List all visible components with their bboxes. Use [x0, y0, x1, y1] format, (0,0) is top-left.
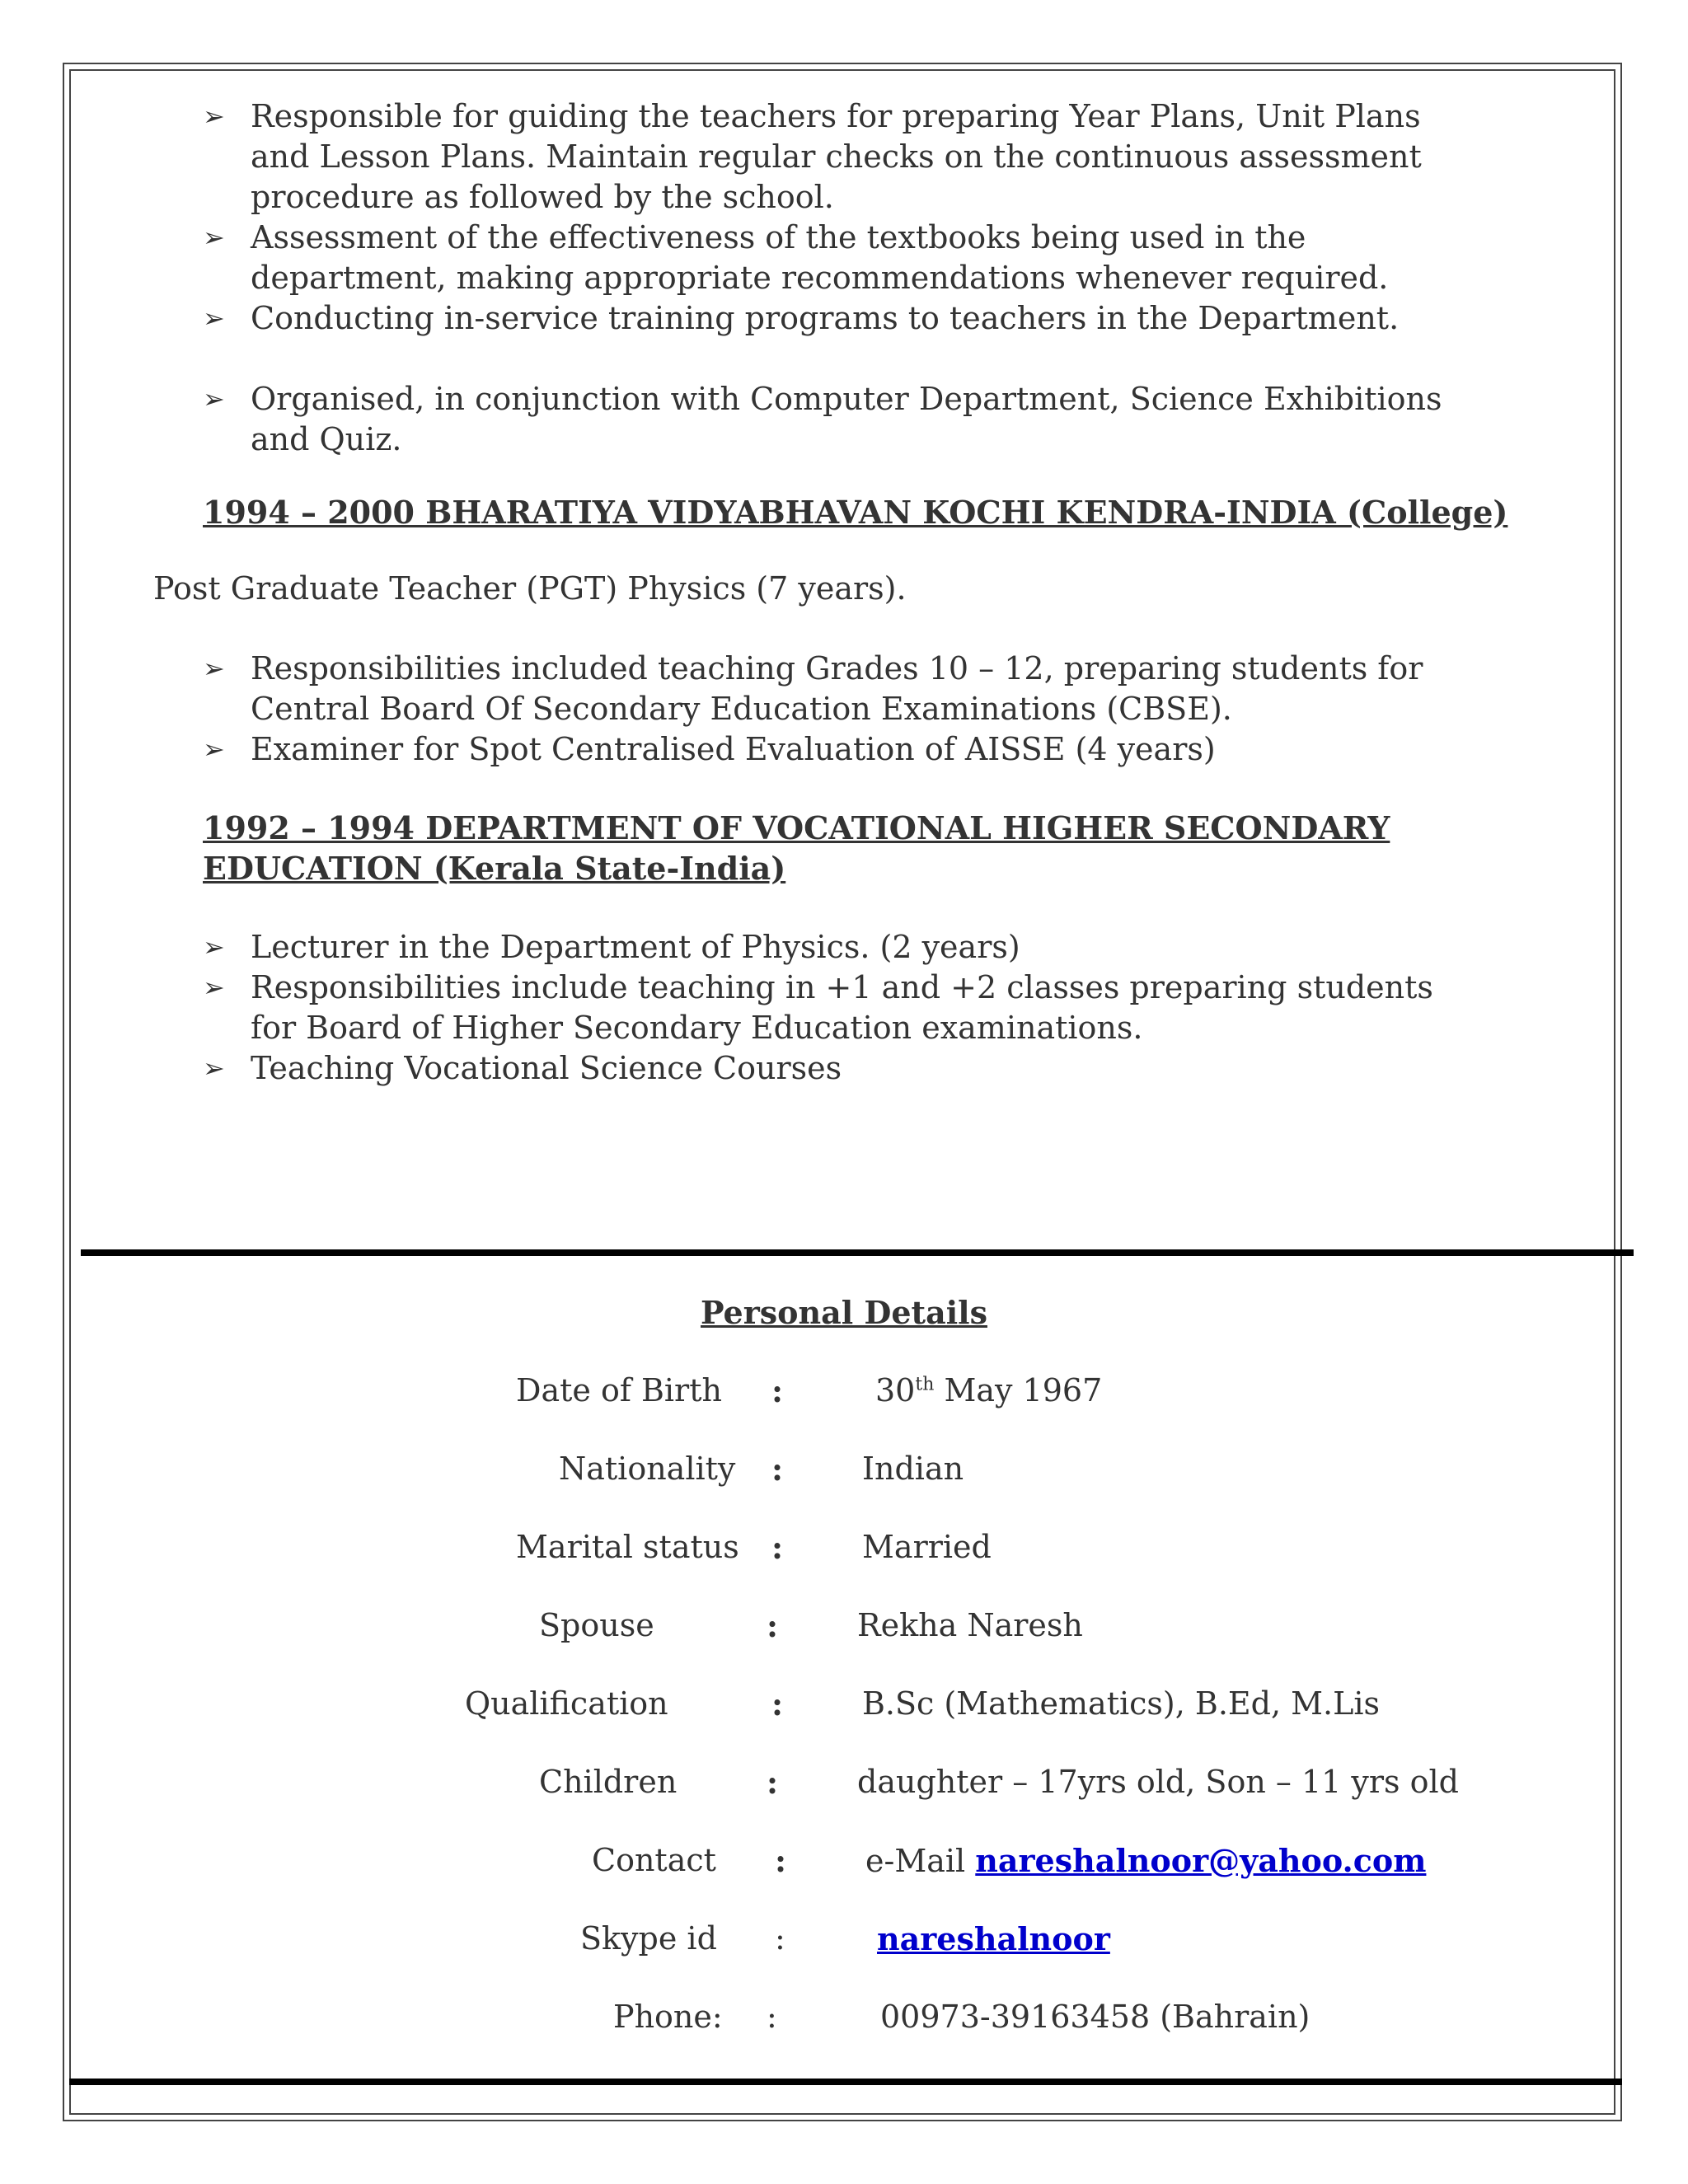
job-heading: EDUCATION (Kerala State-India)	[203, 850, 786, 887]
detail-label: Qualification	[465, 1685, 668, 1722]
list-item	[203, 729, 1489, 770]
detail-colon: :	[767, 1999, 777, 2035]
list-item	[203, 968, 1489, 1048]
detail-value: e-Mail nareshalnoor@yahoo.com	[865, 1842, 1427, 1879]
detail-value: daughter – 17yrs old, Son – 11 yrs old	[857, 1764, 1459, 1800]
detail-colon: :	[771, 1372, 784, 1409]
list-item	[203, 927, 1489, 968]
detail-value	[877, 1919, 1110, 1960]
arrow-bullet-icon: ➢	[203, 931, 225, 963]
list-item-text: Assessment of the effectiveness of the textbooks being used in the department, making appropriate recommendations whenever required.	[251, 219, 1389, 296]
detail-label: Marital status	[516, 1529, 739, 1565]
skype-link[interactable]: nareshalnoor	[877, 1920, 1110, 1957]
arrow-bullet-icon: ➢	[203, 101, 225, 132]
arrow-bullet-icon: ➢	[203, 302, 225, 334]
duties-list	[203, 96, 1489, 460]
arrow-bullet-icon: ➢	[203, 653, 225, 684]
detail-colon: :	[767, 1607, 779, 1644]
detail-label: Children	[539, 1764, 678, 1800]
list-item-text: Examiner for Spot Centralised Evaluation of AISSE (4 years)	[251, 731, 1216, 767]
detail-value: 30th May 1967	[875, 1372, 1103, 1408]
detail-colon: :	[767, 1764, 779, 1801]
detail-value: Married	[862, 1529, 992, 1565]
job3-list	[203, 927, 1489, 1089]
section-divider	[69, 2079, 1622, 2085]
list-item	[203, 218, 1489, 298]
detail-label: Phone:	[613, 1999, 723, 2035]
email-link[interactable]: nareshalnoor@yahoo.com	[975, 1842, 1427, 1879]
detail-value: B.Sc (Mathematics), B.Ed, M.Lis	[862, 1685, 1381, 1722]
detail-colon: :	[771, 1685, 784, 1722]
detail-colon: :	[775, 1920, 785, 1957]
detail-value: Rekha Naresh	[857, 1607, 1083, 1643]
list-item	[203, 649, 1489, 729]
detail-colon: :	[771, 1451, 784, 1488]
spacer	[203, 339, 1489, 379]
detail-colon: :	[771, 1529, 784, 1566]
list-item	[203, 379, 1489, 460]
arrow-bullet-icon: ➢	[203, 222, 225, 253]
list-item-text: Responsibilities included teaching Grades 10 – 12, preparing students for Central Board Of Secondary Education Examinations (CBSE).	[251, 650, 1423, 727]
detail-label: Date of Birth	[516, 1372, 722, 1408]
list-item-text: Conducting in-service training programs to teachers in the Department.	[251, 300, 1400, 336]
detail-label: Spouse	[539, 1607, 654, 1643]
job-heading: 1994 – 2000 BHARATIYA VIDYABHAVAN KOCHI KENDRA-INDIA (College)	[203, 494, 1508, 531]
section-divider	[81, 1249, 1634, 1256]
list-item	[203, 96, 1489, 218]
job2-list	[203, 649, 1489, 770]
list-item-text: Organised, in conjunction with Computer Department, Science Exhibitions and Quiz.	[251, 381, 1442, 457]
arrow-bullet-icon: ➢	[203, 972, 225, 1003]
list-item-text: Teaching Vocational Science Courses	[251, 1050, 842, 1086]
list-item-text: Responsible for guiding the teachers for preparing Year Plans, Unit Plans and Lesson Plans. Maintain regular checks on the continuous assessment procedure as followed by the school.	[251, 98, 1422, 215]
detail-label: Nationality	[559, 1451, 736, 1487]
detail-value: 00973-39163458 (Bahrain)	[880, 1999, 1311, 2035]
detail-value: Indian	[862, 1451, 964, 1487]
detail-label: Skype id	[580, 1920, 717, 1957]
arrow-bullet-icon: ➢	[203, 733, 225, 765]
list-item	[203, 298, 1489, 339]
job-heading: 1992 – 1994 DEPARTMENT OF VOCATIONAL HIGHER SECONDARY	[203, 809, 1390, 846]
arrow-bullet-icon: ➢	[203, 383, 225, 415]
arrow-bullet-icon: ➢	[203, 1052, 225, 1084]
job-role: Post Graduate Teacher (PGT) Physics (7 years).	[153, 570, 907, 607]
detail-label: Contact	[592, 1842, 716, 1878]
detail-colon: :	[775, 1842, 787, 1879]
list-item	[203, 1048, 1489, 1089]
personal-details-title: Personal Details	[701, 1294, 987, 1331]
list-item-text: Responsibilities include teaching in +1 and +2 classes preparing students for Board of Higher Secondary Education examinations.	[251, 969, 1433, 1046]
list-item-text: Lecturer in the Department of Physics. (2 years)	[251, 929, 1020, 965]
